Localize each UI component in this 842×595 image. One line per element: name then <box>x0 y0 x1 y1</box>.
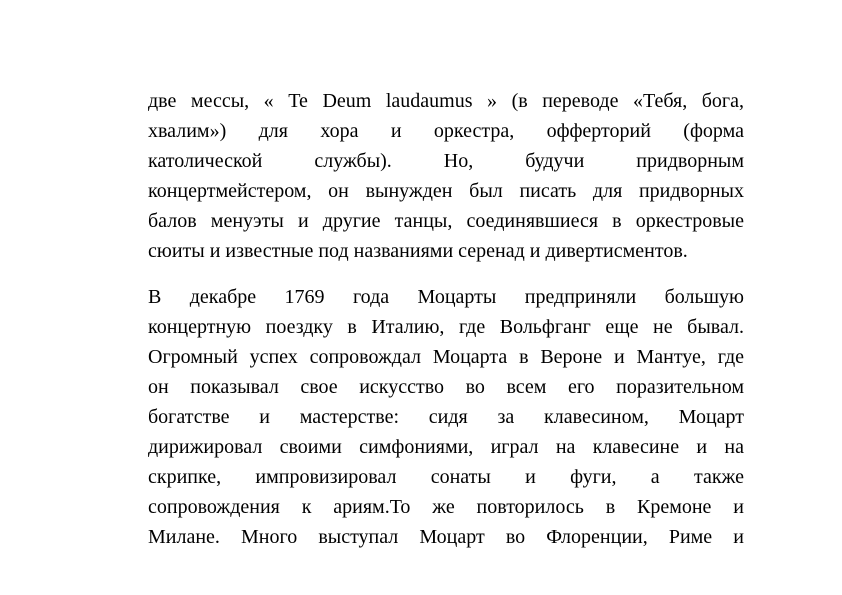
text-line: концертную поездку в Италию, где Вольфганг еще не бывал. <box>148 316 744 338</box>
text-line: он показывал свое искусство во всем его поразительном <box>148 376 744 398</box>
text-line: богатстве и мастерстве: сидя за клавесином, Моцарт <box>148 406 744 428</box>
paragraph-2 <box>148 282 744 552</box>
text-line: сопровождения к ариям.То же повторилось в Кремоне и <box>148 496 744 518</box>
text-line: скрипке, импровизировал сонаты и фуги, а также <box>148 466 744 488</box>
text-line: балов менуэты и другие танцы, соединявшиеся в оркестровые <box>148 210 744 232</box>
text-line: Огромный успех сопровождал Моцарта в Вероне и Мантуе, где <box>148 346 744 368</box>
document-body <box>148 86 744 552</box>
text-line: две мессы, « Te Deum laudaumus » (в переводе «Тебя, бога, <box>148 90 744 112</box>
text-line: сюиты и известные под названиями серенад и дивертисментов. <box>148 240 688 262</box>
paragraph-1 <box>148 86 744 266</box>
text-line: концертмейстером, он вынужден был писать для придворных <box>148 180 744 202</box>
text-line: католической службы). Но, будучи придворным <box>148 150 744 172</box>
text-line: дирижировал своими симфониями, играл на клавесине и на <box>148 436 744 458</box>
text-line: В декабре 1769 года Моцарты предприняли большую <box>148 286 744 308</box>
text-line: хвалим») для хора и оркестра, офферторий (форма <box>148 120 744 142</box>
text-line: Милане. Много выступал Моцарт во Флоренции, Риме и <box>148 526 744 548</box>
